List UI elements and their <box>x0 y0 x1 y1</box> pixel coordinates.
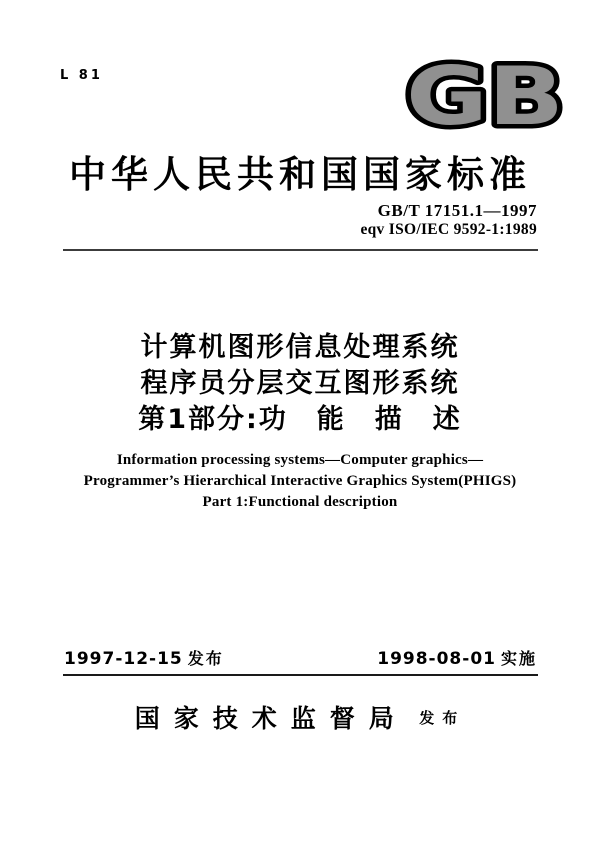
implementation-date: 1998-08-01 <box>377 649 496 669</box>
chinese-title-block <box>0 330 600 438</box>
release-date: 1997-12-15 <box>64 649 183 669</box>
implementation-date-group <box>377 646 537 669</box>
dates-row <box>64 646 537 669</box>
english-title-line3: Part 1:Functional description <box>202 494 398 510</box>
chinese-title-line1: 计算机图形信息处理系统 <box>140 332 460 363</box>
gb-logo-text: GB <box>406 54 564 138</box>
english-title-line1: Information processing systems—Computer graphics— <box>116 452 484 468</box>
publisher-name: 国家技术监督局 <box>134 704 408 733</box>
english-title-line2: Programmer’s Hierarchical Interactive Graphics System(PHIGS) <box>83 473 517 489</box>
chinese-title-line3: 第1部分:功 能 描 述 <box>138 404 462 435</box>
release-date-label: 发布 <box>187 649 224 668</box>
chinese-title-line2: 程序员分层交互图形系统 <box>140 368 460 399</box>
header-divider-line <box>63 249 538 251</box>
standard-number: GB/T 17151.1—1997 <box>377 201 537 220</box>
national-standard-heading: 中华人民共和国国家标准 <box>69 153 531 196</box>
release-date-group <box>64 646 224 669</box>
english-title-block <box>0 450 600 513</box>
standard-number-block <box>360 201 537 239</box>
equivalence-note: eqv ISO/IEC 9592-1:1989 <box>360 221 537 238</box>
classification-code: L 81 <box>60 68 103 83</box>
publisher-row <box>0 699 600 735</box>
dates-divider-line <box>63 674 538 676</box>
publisher-action: 发布 <box>419 708 466 727</box>
implementation-date-label: 实施 <box>500 649 537 668</box>
gb-logo <box>400 54 570 138</box>
